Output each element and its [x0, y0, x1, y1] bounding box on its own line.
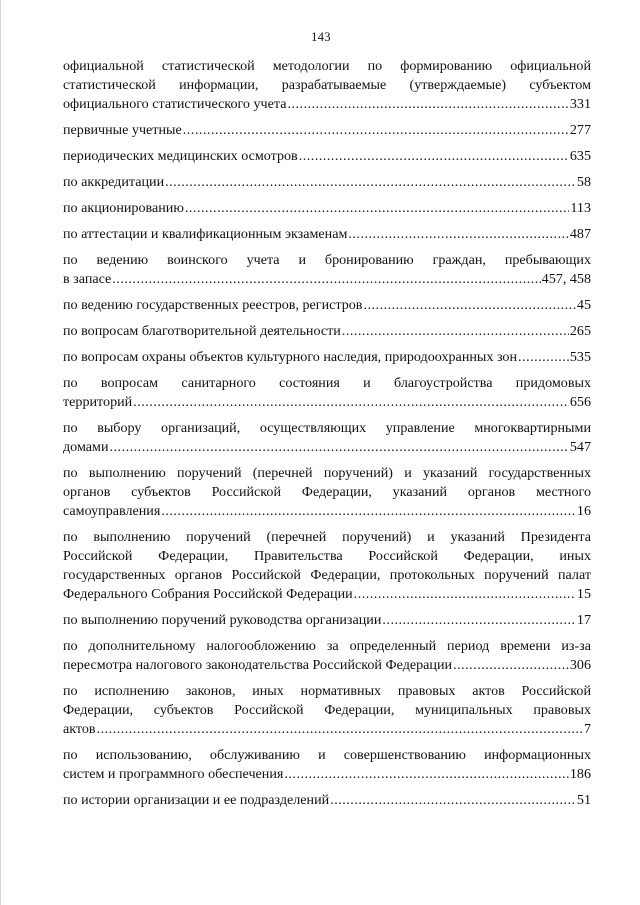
dot-leader [133, 393, 569, 412]
entry-last-line [63, 270, 591, 289]
entry-term: систем и программного обеспечения [63, 766, 284, 782]
page-reference: 15 [576, 586, 591, 602]
entry-text-line: по выполнению поручений (перечней поручений) и указаний государственных [63, 465, 591, 481]
dot-leader [518, 348, 569, 367]
page-reference: 487 [569, 226, 591, 242]
index-entry [63, 637, 591, 675]
entry-last-line [63, 765, 591, 784]
entry-term: по аккредитации [63, 174, 165, 190]
entry-term: Федерального Собрания Российской Федерации [63, 586, 353, 602]
index-entry [63, 173, 591, 192]
page-reference: 17 [576, 612, 591, 628]
page-reference: 635 [569, 148, 591, 164]
entry-term: по ведению государственных реестров, регистров [63, 297, 363, 313]
dot-leader [330, 791, 576, 810]
index-entry [63, 374, 591, 412]
entry-term: в запасе [63, 271, 112, 287]
dot-leader [453, 656, 569, 675]
entry-text-line: государственных органов Российской Федерации, протокольных поручений палат [63, 567, 591, 583]
entry-term: по акционированию [63, 200, 184, 216]
dot-leader [363, 296, 575, 315]
index-entry [63, 348, 591, 367]
dot-leader [110, 438, 569, 457]
index-entry [63, 611, 591, 630]
dot-leader [185, 199, 570, 218]
entry-text-line: органов субъектов Российской Федерации, указаний органов местного [63, 484, 591, 500]
page-reference: 656 [569, 394, 591, 410]
entry-last-line [63, 585, 591, 604]
entry-last-line [63, 656, 591, 675]
page-number: 143 [311, 30, 331, 44]
entry-text-line: по вопросам санитарного состояния и благоустройства придомовых [63, 375, 591, 391]
entry-text-line: по выбору организаций, осуществляющих управление многоквартирными [63, 420, 591, 436]
dot-leader [299, 147, 569, 166]
page-reference: 277 [569, 122, 591, 138]
page-reference: 535 [569, 349, 591, 365]
index-entries [63, 57, 591, 810]
entry-text-line: официальной статистической методологии по формированию официальной [63, 58, 591, 74]
entry-text-line: Российской Федерации, Правительства Российской Федерации, иных [63, 548, 591, 564]
entry-term: по выполнению поручений руководства организации [63, 612, 382, 628]
index-entry [63, 322, 591, 341]
entry-term: первичные учетные [63, 122, 182, 138]
entry-text-line: по использованию, обслуживанию и совершенствованию информационных [63, 747, 591, 763]
index-entry [63, 57, 591, 114]
entry-last-line [63, 173, 591, 192]
page-reference: 58 [576, 174, 591, 190]
entry-last-line [63, 296, 591, 315]
entry-last-line [63, 121, 591, 140]
index-entry [63, 225, 591, 244]
entry-term: актов [63, 721, 96, 737]
index-entry [63, 682, 591, 739]
entry-term: официального статистического учета [63, 96, 287, 112]
index-entry [63, 147, 591, 166]
page-reference: 7 [583, 721, 591, 737]
entry-last-line [63, 95, 591, 114]
dot-leader [287, 95, 568, 114]
entry-term: территорий [63, 394, 133, 410]
index-entry [63, 791, 591, 810]
entry-term: самоуправления [63, 503, 161, 519]
entry-text-line: Федерации, субъектов Российской Федерации, муниципальных правовых [63, 702, 591, 718]
index-entry [63, 528, 591, 604]
page-reference: 331 [569, 96, 591, 112]
dot-leader [354, 585, 576, 604]
entry-last-line [63, 611, 591, 630]
entry-term: по вопросам благотворительной деятельности [63, 323, 341, 339]
dot-leader [284, 765, 568, 784]
page-reference: 16 [576, 503, 591, 519]
entry-term: по аттестации и квалификационным экзаменам [63, 226, 348, 242]
page-reference: 51 [576, 792, 591, 808]
entry-text-line: по выполнению поручений (перечней поручений) и указаний Президента [63, 529, 591, 545]
dot-leader [161, 502, 576, 521]
index-entry [63, 121, 591, 140]
entry-last-line [63, 791, 591, 810]
page-reference: 186 [569, 766, 591, 782]
index-entry [63, 419, 591, 457]
dot-leader [183, 121, 569, 140]
entry-text-line: по исполнению законов, иных нормативных правовых актов Российской [63, 683, 591, 699]
entry-last-line [63, 322, 591, 341]
index-entry [63, 746, 591, 784]
index-entry [63, 251, 591, 289]
page-reference: 113 [570, 200, 591, 216]
dot-leader [382, 611, 576, 630]
dot-leader [165, 173, 576, 192]
page-reference: 547 [569, 439, 591, 455]
index-entry [63, 199, 591, 218]
entry-term: периодических медицинских осмотров [63, 148, 298, 164]
entry-text-line: статистической информации, разрабатываемые (утверждаемые) субъектом [63, 77, 591, 93]
entry-last-line [63, 502, 591, 521]
dot-leader [342, 322, 569, 341]
entry-term: пересмотра налогового законодательства Российской Федерации [63, 657, 453, 673]
entry-text-line: по дополнительному налогообложению за определенный период времени из-за [63, 638, 591, 654]
entry-text-line: по ведению воинского учета и бронированию граждан, пребывающих [63, 252, 591, 268]
entry-last-line [63, 225, 591, 244]
dot-leader [112, 270, 540, 289]
dot-leader [348, 225, 568, 244]
index-entry [63, 464, 591, 521]
entry-term: по истории организации и ее подразделений [63, 792, 330, 808]
entry-last-line [63, 438, 591, 457]
entry-last-line [63, 348, 591, 367]
page-reference: 45 [576, 297, 591, 313]
entry-last-line [63, 147, 591, 166]
entry-term: домами [63, 439, 109, 455]
page-reference: 457, 458 [541, 271, 591, 287]
page-reference: 265 [569, 323, 591, 339]
entry-last-line [63, 720, 591, 739]
index-entry [63, 296, 591, 315]
page-reference: 306 [569, 657, 591, 673]
dot-leader [97, 720, 583, 739]
entry-last-line [63, 393, 591, 412]
entry-term: по вопросам охраны объектов культурного наследия, природоохранных зон [63, 349, 518, 365]
entry-last-line [63, 199, 591, 218]
